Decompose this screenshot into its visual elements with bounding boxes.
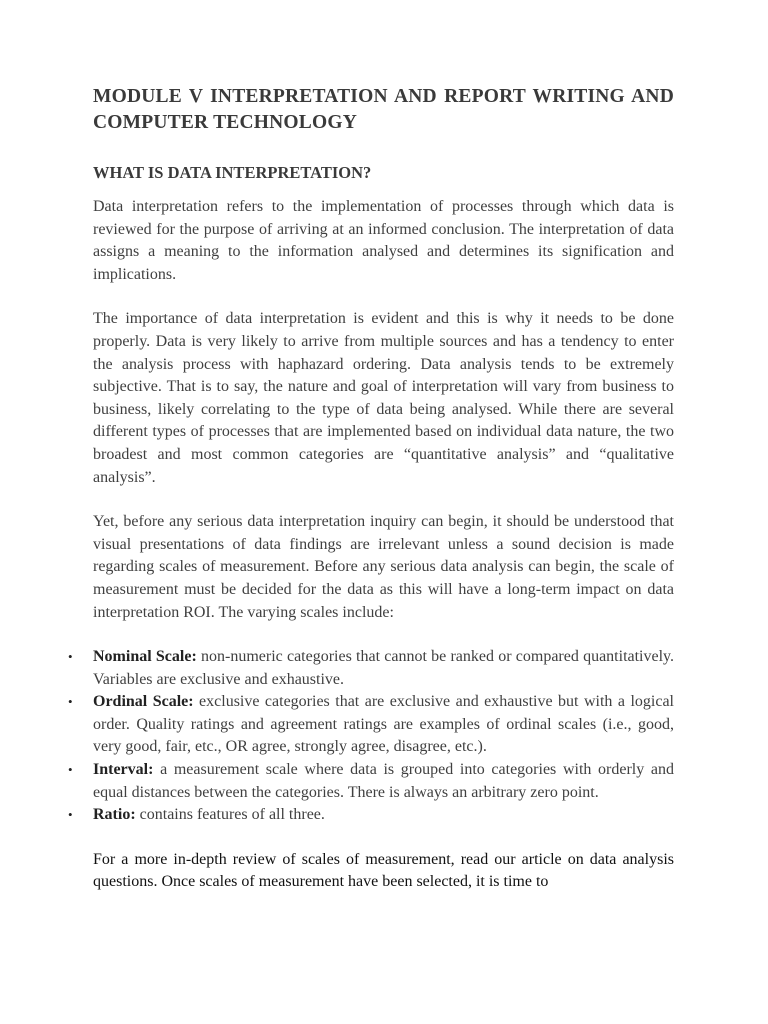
list-item-ordinal bbox=[68, 691, 674, 759]
scale-term: Ratio: bbox=[93, 806, 136, 824]
scale-description: non-numeric categories that cannot be ranked or compared quantitatively. Variables are exclusive and exhaustive. bbox=[93, 648, 675, 688]
scale-description: contains features of all three. bbox=[135, 806, 325, 824]
module-title: MODULE V INTERPRETATION AND REPORT WRITING AND COMPUTER TECHNOLOGY bbox=[93, 86, 674, 133]
scale-term: Interval: bbox=[93, 761, 154, 779]
paragraph-definition: Data interpretation refers to the implementation of processes through which data is reviewed for the purpose of arriving at an informed conclusion. The interpretation of data assigns a meaning to the information analysed and determines its signification and implications. bbox=[93, 198, 674, 283]
bullet-icon: • bbox=[68, 762, 73, 778]
scale-term: Nominal Scale: bbox=[93, 648, 197, 666]
scale-description: exclusive categories that are exclusive and exhaustive but with a logical order. Quality ratings and agreement ratings are examples of ordinal scales (i.e., good, very good, fair, etc., OR agree, strongly agree, disagree, etc.). bbox=[93, 693, 674, 756]
bullet-icon: • bbox=[68, 649, 73, 665]
list-item-interval bbox=[68, 759, 674, 804]
paragraph-closing: For a more in-depth review of scales of measurement, read our article on data analysis questions. Once scales of measurement have been selected, it is time to bbox=[93, 850, 674, 891]
scales-list bbox=[68, 646, 675, 827]
list-item-nominal bbox=[68, 646, 675, 691]
paragraph-scales-intro: Yet, before any serious data interpretation inquiry can begin, it should be understood that visual presentations of data findings are irrelevant unless a sound decision is made regarding scales of measurement. Before any serious data analysis can begin, the scale of measurement must be decided for the data as this will have a long-term impact on data interpretation ROI. The varying scales include: bbox=[93, 513, 674, 621]
paragraph-importance: The importance of data interpretation is evident and this is why it needs to be done properly. Data is very likely to arrive from multiple sources and has a tendency to enter the analysis process with haphazard ordering. Data analysis tends to be extremely subjective. That is to say, the nature and goal of interpretation will vary from business to business, likely correlating to the type of data being analysed. While there are several different types of processes that are implemented based on individual data nature, the two broadest and most common categories are “quantitative analysis” and “qualitative analysis”. bbox=[93, 310, 674, 486]
bullet-icon: • bbox=[68, 694, 73, 710]
list-item-ratio bbox=[68, 804, 674, 827]
scale-term: Ordinal Scale: bbox=[93, 693, 194, 711]
scale-description: a measurement scale where data is grouped into categories with orderly and equal distances between the categories. There is always an arbitrary zero point. bbox=[93, 761, 674, 801]
section-heading: WHAT IS DATA INTERPRETATION? bbox=[93, 163, 372, 182]
bullet-icon: • bbox=[68, 807, 73, 823]
